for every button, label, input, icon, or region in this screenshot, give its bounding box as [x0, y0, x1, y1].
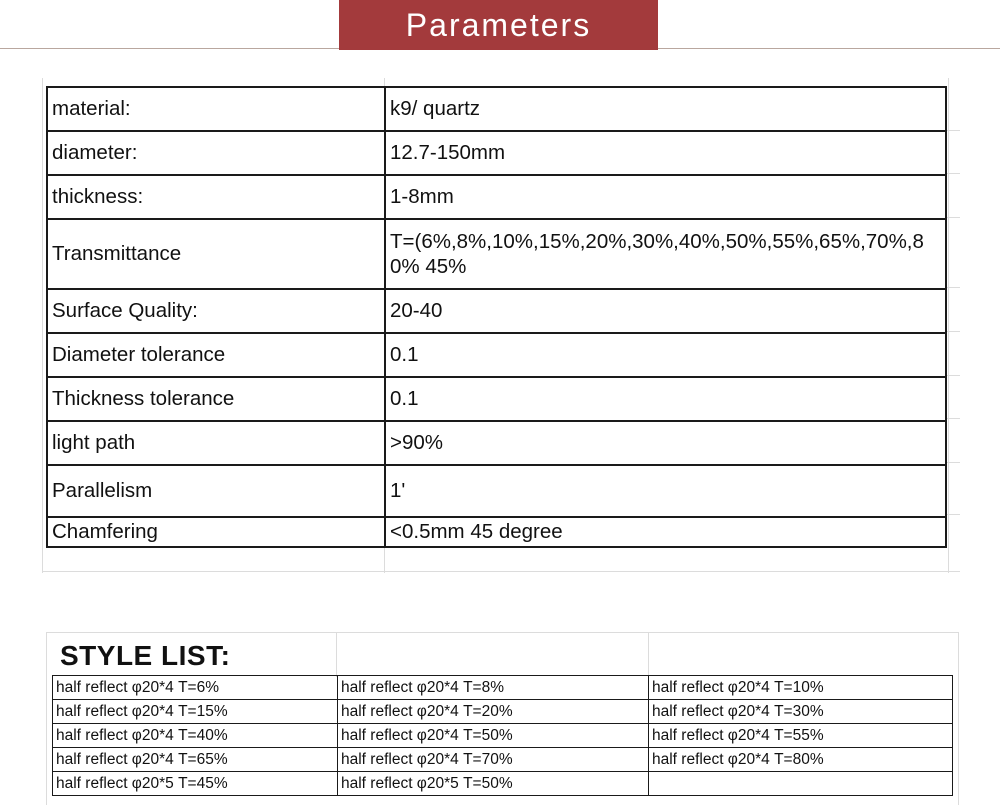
- param-label: Surface Quality:: [47, 289, 385, 333]
- table-row: [47, 175, 946, 219]
- style-cell: half reflect φ20*5 T=50%: [338, 772, 649, 796]
- table-row: [47, 131, 946, 175]
- table-row: [53, 724, 953, 748]
- table-row: [47, 377, 946, 421]
- table-row: [47, 333, 946, 377]
- table-row: [47, 87, 946, 131]
- param-value: 1': [385, 465, 946, 517]
- style-cell: half reflect φ20*4 T=30%: [649, 700, 953, 724]
- table-row: [47, 289, 946, 333]
- param-label: thickness:: [47, 175, 385, 219]
- table-row: [53, 772, 953, 796]
- style-list-title: STYLE LIST:: [60, 640, 231, 671]
- style-cell: half reflect φ20*4 T=65%: [53, 748, 338, 772]
- style-list-table: [52, 675, 953, 796]
- style-cell: half reflect φ20*4 T=6%: [53, 676, 338, 700]
- page-title: Parameters: [339, 0, 658, 50]
- style-cell: half reflect φ20*4 T=15%: [53, 700, 338, 724]
- style-cell: half reflect φ20*4 T=10%: [649, 676, 953, 700]
- param-value: 12.7-150mm: [385, 131, 946, 175]
- table-row: [53, 676, 953, 700]
- param-value: 0.1: [385, 333, 946, 377]
- param-value: 1-8mm: [385, 175, 946, 219]
- table-row: [47, 517, 946, 547]
- param-value: 20-40: [385, 289, 946, 333]
- style-cell: half reflect φ20*4 T=55%: [649, 724, 953, 748]
- style-cell: half reflect φ20*5 T=45%: [53, 772, 338, 796]
- param-value: k9/ quartz: [385, 87, 946, 131]
- style-cell: half reflect φ20*4 T=8%: [338, 676, 649, 700]
- table-row: [53, 748, 953, 772]
- table-row: [53, 700, 953, 724]
- parameters-table: [46, 86, 947, 548]
- table-row: [47, 465, 946, 517]
- param-value: T=(6%,8%,10%,15%,20%,30%,40%,50%,55%,65%,70%,80% 45%: [385, 219, 946, 289]
- param-label: Parallelism: [47, 465, 385, 517]
- style-cell: half reflect φ20*4 T=80%: [649, 748, 953, 772]
- style-cell: half reflect φ20*4 T=70%: [338, 748, 649, 772]
- table-row: [47, 219, 946, 289]
- param-label: material:: [47, 87, 385, 131]
- param-label: light path: [47, 421, 385, 465]
- param-label: diameter:: [47, 131, 385, 175]
- table-row: [47, 421, 946, 465]
- param-value: <0.5mm 45 degree: [385, 517, 946, 547]
- param-label: Transmittance: [47, 219, 385, 289]
- param-value: 0.1: [385, 377, 946, 421]
- style-cell: [649, 772, 953, 796]
- param-label: Diameter tolerance: [47, 333, 385, 377]
- style-cell: half reflect φ20*4 T=20%: [338, 700, 649, 724]
- style-cell: half reflect φ20*4 T=40%: [53, 724, 338, 748]
- style-cell: half reflect φ20*4 T=50%: [338, 724, 649, 748]
- param-label: Chamfering: [47, 517, 385, 547]
- param-label: Thickness tolerance: [47, 377, 385, 421]
- param-value: >90%: [385, 421, 946, 465]
